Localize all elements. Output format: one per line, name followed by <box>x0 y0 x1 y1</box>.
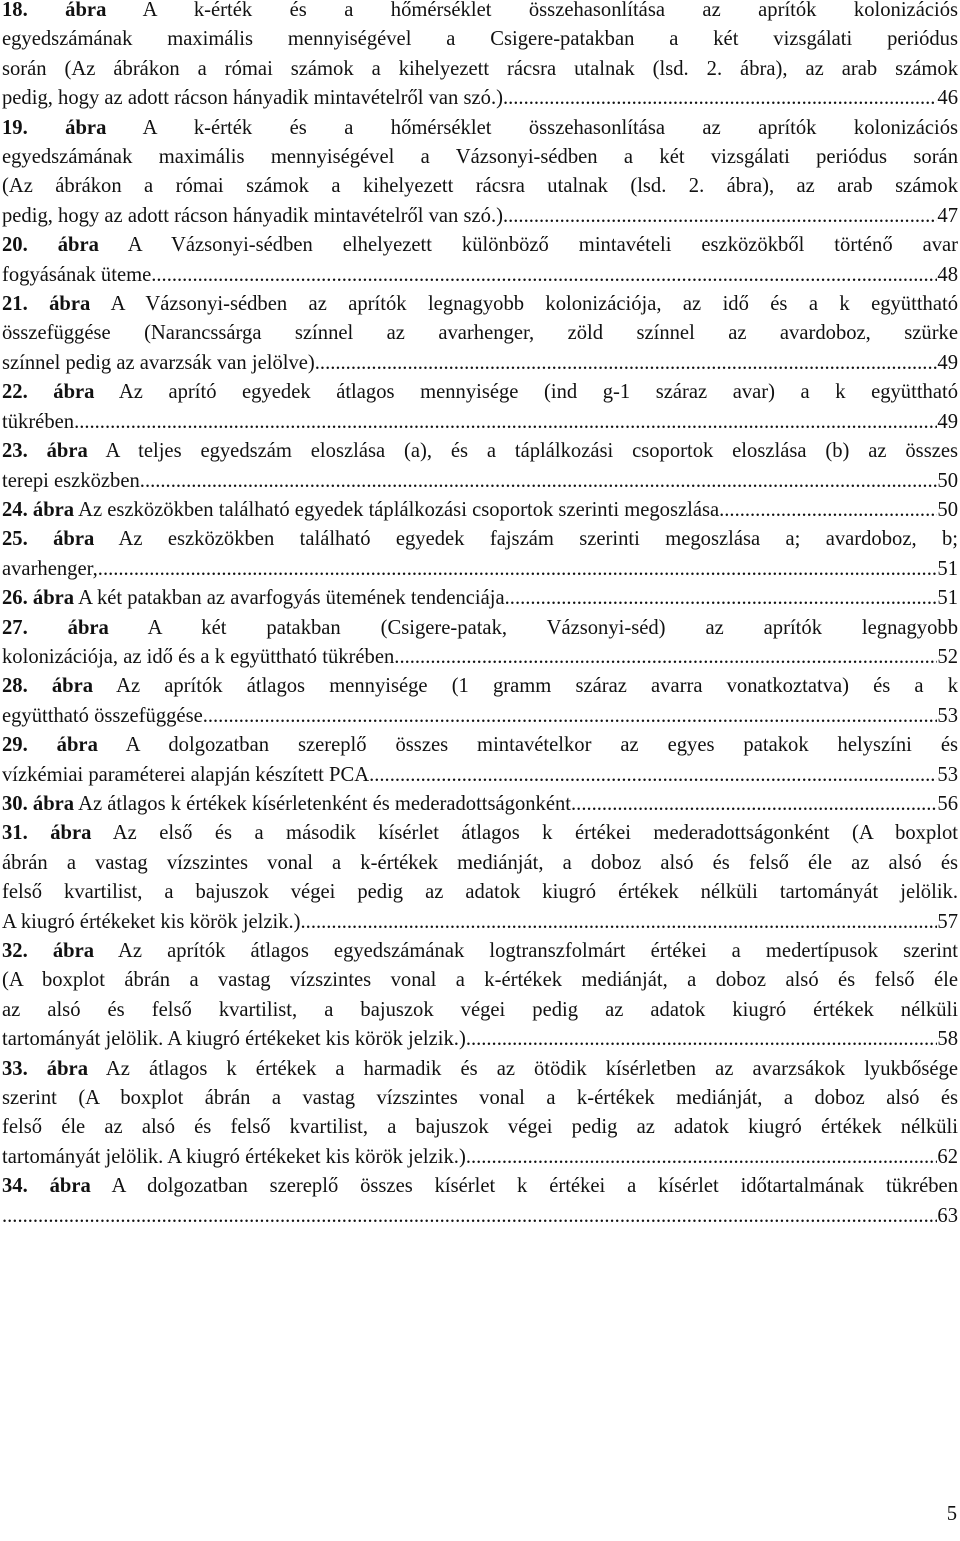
entry-text-part: A Vázsonyi-sédben az aprítók legnagyobb kolonizációja, az idő és a k együttható <box>90 293 958 316</box>
toc-line <box>2 819 958 848</box>
page-ref[interactable]: 49 <box>937 351 958 374</box>
toc-entry[interactable] <box>2 496 958 525</box>
toc-line <box>2 1084 958 1113</box>
toc-line <box>2 731 958 760</box>
toc-line <box>2 231 958 260</box>
toc-last-line[interactable] <box>2 555 958 584</box>
toc-entry[interactable] <box>2 731 958 790</box>
toc-last-line[interactable] <box>2 1025 958 1054</box>
toc-line <box>2 525 958 554</box>
dot-leader <box>719 496 937 525</box>
toc-line <box>2 614 958 643</box>
page-ref[interactable]: 53 <box>937 704 958 727</box>
entry-text-part: A két patakban (Csigere-patak, Vázsonyi-séd) az aprítók legnagyobb <box>108 616 958 639</box>
entry-text-part: együttható összefüggése <box>2 704 203 727</box>
entry-text-part: Az eszközökben található egyedek táplálkozási csoportok szerinti megoszlása <box>74 498 720 521</box>
toc-line <box>2 937 958 966</box>
toc-last-line[interactable] <box>2 261 958 290</box>
page-ref[interactable]: 51 <box>937 557 958 580</box>
dot-leader <box>369 761 937 790</box>
dot-leader <box>505 584 938 613</box>
entry-text-part: tartományát jelölik. A kiugró értékeket kis körök jelzik.) <box>2 1028 466 1051</box>
toc-last-line[interactable] <box>2 702 958 731</box>
dot-leader <box>466 1143 938 1172</box>
entry-text-part: A dolgozatban szereplő összes mintavételkor az egyes patakok helyszíni és <box>97 734 958 757</box>
figure-number: 25. ábra <box>2 528 95 551</box>
toc-line <box>2 437 958 466</box>
figure-number: 30. ábra <box>2 792 75 815</box>
entry-text-part: Az aprítók átlagos egyedszámának logtranszfolmárt értékei a medertípusok szerint <box>94 940 959 962</box>
dot-leader <box>140 467 938 496</box>
toc-entry[interactable] <box>2 819 958 937</box>
entry-text-part: (A boxplot ábrán a vastag vízszintes vonal a k-értékek mediánját, a doboz alsó és felső éle <box>2 969 958 992</box>
dot-leader <box>571 790 937 819</box>
dot-leader <box>203 702 938 731</box>
entry-text-part: egyedszámának maximális mennyiségével a Vázsonyi-sédben a két vizsgálati periódus során <box>2 146 958 169</box>
toc-entry[interactable] <box>2 437 958 496</box>
page-ref[interactable]: 47 <box>937 204 958 227</box>
entry-text-part: pedig, hogy az adott rácson hányadik mintavételről van szó.) <box>2 204 503 227</box>
entry-text <box>2 702 203 731</box>
entry-text <box>2 555 98 584</box>
entry-text-part: tartományát jelölik. A kiugró értékeket kis körök jelzik.) <box>2 1145 466 1168</box>
toc-entry[interactable] <box>2 790 958 819</box>
toc-line <box>2 1055 958 1084</box>
entry-text-part: A Vázsonyi-sédben elhelyezett különböző mintavételi eszközökből történő avar <box>98 234 959 257</box>
toc-line <box>2 996 958 1025</box>
entry-text-part: szerint (A boxplot ábrán a vastag vízszintes vonal a k-értékek mediánját, a doboz alsó és <box>2 1087 958 1110</box>
toc-line <box>2 143 958 172</box>
toc-last-line[interactable] <box>2 408 958 437</box>
entry-text <box>2 643 394 672</box>
table-of-figures <box>2 0 958 1231</box>
entry-text-part: Az átlagos k értékek kísérletenként és mederadottságonként <box>74 792 572 815</box>
entry-text <box>2 584 505 613</box>
toc-line <box>2 878 958 907</box>
toc-entry[interactable] <box>2 584 958 613</box>
toc-last-line[interactable] <box>2 908 958 937</box>
dot-leader <box>98 555 938 584</box>
toc-last-line[interactable] <box>2 584 958 613</box>
toc-line <box>2 25 958 54</box>
entry-text-part: terepi eszközben <box>2 469 140 492</box>
entry-text <box>2 761 369 790</box>
figure-number: 18. ábra <box>2 0 107 21</box>
entry-text-part: A két patakban az avarfogyás ütemének tendenciája <box>74 587 505 610</box>
entry-text-part: Az aprító egyedek átlagos mennyisége (ind g-1 száraz avar) a k együttható <box>94 381 959 404</box>
toc-entry[interactable] <box>2 614 958 673</box>
entry-text-part: A k-érték és a hőmérséklet összehasonlítása az aprítók kolonizációs <box>106 116 959 139</box>
entry-text-part: Az átlagos k értékek a harmadik és az ötödik kísérletben az avarzsákok lyukbősége <box>88 1057 958 1080</box>
toc-last-line[interactable] <box>2 84 958 113</box>
toc-last-line[interactable] <box>2 761 958 790</box>
toc-entry[interactable] <box>2 114 958 232</box>
entry-text-part: A dolgozatban szereplő összes kísérlet k értékei a kísérlet időtartalmának tükrében <box>90 1175 958 1198</box>
toc-line <box>2 966 958 995</box>
dot-leader <box>2 1202 937 1231</box>
entry-text <box>2 908 301 937</box>
toc-line <box>2 172 958 201</box>
dot-leader <box>301 908 938 937</box>
page-ref[interactable]: 46 <box>937 87 958 110</box>
entry-text <box>2 1143 466 1172</box>
dot-leader <box>394 643 937 672</box>
entry-text <box>2 496 719 525</box>
entry-text <box>2 790 571 819</box>
entry-text-part: A kiugró értékeket kis körök jelzik.) <box>2 910 301 933</box>
entry-text-part: vízkémiai paraméterei alapján készített PCA <box>2 763 370 786</box>
toc-last-line[interactable] <box>2 1143 958 1172</box>
figure-number: 33. ábra <box>2 1057 88 1080</box>
figure-number: 34. ábra <box>2 1175 91 1198</box>
entry-text <box>2 408 74 437</box>
toc-last-line[interactable] <box>2 1202 958 1231</box>
toc-entry[interactable] <box>2 378 958 437</box>
figure-number: 27. ábra <box>2 616 109 639</box>
entry-text-part: kolonizációja, az idő és a k együttható tükrében <box>2 645 395 668</box>
page-ref[interactable]: 50 <box>937 498 958 521</box>
entry-text-part: A k-érték és a hőmérséklet összehasonlítása az aprítók kolonizációs <box>106 0 959 21</box>
dot-leader <box>503 202 937 231</box>
dot-leader <box>466 1025 938 1054</box>
toc-last-line[interactable] <box>2 790 958 819</box>
page-number: 5 <box>946 1503 957 1525</box>
page-ref[interactable]: 58 <box>937 1028 958 1051</box>
toc-last-line[interactable] <box>2 643 958 672</box>
dot-leader <box>503 84 937 113</box>
toc-line <box>2 1172 958 1201</box>
entry-text-part: színnel pedig az avarzsák van jelölve) <box>2 351 315 374</box>
toc-entry[interactable] <box>2 1172 958 1231</box>
toc-last-line[interactable] <box>2 496 958 525</box>
toc-line <box>2 55 958 84</box>
figure-number: 26. ábra <box>2 587 75 610</box>
figure-number: 21. ábra <box>2 293 91 316</box>
entry-text-part: az alsó és felső kvartilist, a bajuszok végei pedig az adatok kiugró értékek nélküli <box>2 998 958 1021</box>
page-ref[interactable]: 48 <box>937 263 958 286</box>
toc-entry[interactable] <box>2 290 958 378</box>
toc-last-line[interactable] <box>2 202 958 231</box>
figure-number: 22. ábra <box>2 381 95 404</box>
toc-last-line[interactable] <box>2 349 958 378</box>
entry-text-part: során (Az ábrákon a római számok a kihelyezett rácsra utalnak (lsd. 2. ábra), az arab számok <box>2 57 958 80</box>
toc-line <box>2 672 958 701</box>
toc-last-line[interactable] <box>2 467 958 496</box>
figure-number: 32. ábra <box>2 940 95 962</box>
figure-number: 24. ábra <box>2 498 75 521</box>
figure-number: 23. ábra <box>2 440 88 463</box>
page-ref[interactable]: 50 <box>937 469 958 492</box>
page-ref[interactable]: 51 <box>937 587 958 610</box>
page-ref[interactable]: 49 <box>937 410 958 433</box>
dot-leader <box>315 349 938 378</box>
dot-leader <box>74 408 937 437</box>
toc-entry[interactable] <box>2 937 958 1055</box>
entry-text <box>2 1025 466 1054</box>
page-ref[interactable]: 63 <box>937 1204 958 1227</box>
entry-text-part: ábrán a vastag vízszintes vonal a k-értékek mediánját, a doboz alsó és felső éle az alsó és <box>2 851 958 874</box>
entry-text-part: tükrében <box>2 410 75 433</box>
entry-text-part: pedig, hogy az adott rácson hányadik mintavételről van szó.) <box>2 87 503 110</box>
dot-leader <box>151 261 937 290</box>
figure-number: 31. ábra <box>2 822 92 845</box>
toc-entry[interactable] <box>2 231 958 290</box>
entry-text <box>2 84 503 113</box>
figure-number: 19. ábra <box>2 116 107 139</box>
entry-text-part: Az eszközökben található egyedek fajszám szerinti megoszlása a; avardoboz, b; <box>94 528 958 551</box>
figure-number: 29. ábra <box>2 734 98 757</box>
toc-entry[interactable] <box>2 1055 958 1173</box>
toc-line <box>2 319 958 348</box>
page-ref[interactable]: 53 <box>937 763 958 786</box>
toc-line <box>2 114 958 143</box>
entry-text <box>2 349 315 378</box>
entry-text-part: felső kvartilist, a bajuszok végei pedig az adatok kiugró értékek nélküli tartományát jelölik. <box>2 881 958 904</box>
figure-number: 20. ábra <box>2 234 99 257</box>
toc-entry[interactable] <box>2 525 958 584</box>
entry-text-part: Az első és a második kísérlet átlagos k értékei mederadottságonként (A boxplot <box>91 822 958 845</box>
entry-text <box>2 202 503 231</box>
entry-text-part: fogyásának üteme <box>2 263 152 286</box>
toc-line <box>2 378 958 407</box>
entry-text-part: felső éle az alsó és felső kvartilist, a bajuszok végei pedig az adatok kiugró értékek nélküli <box>2 1116 958 1139</box>
toc-line <box>2 849 958 878</box>
entry-text-part: A teljes egyedszám eloszlása (a), és a táplálkozási csoportok eloszlása (b) az összes <box>87 440 959 463</box>
page-ref[interactable]: 57 <box>937 910 958 933</box>
figure-number: 28. ábra <box>2 675 94 698</box>
toc-line <box>2 0 958 25</box>
entry-text-part: összefüggése (Narancssárga színnel az avarhenger, zöld színnel az avardoboz, szürke <box>2 322 958 345</box>
page-ref[interactable]: 62 <box>937 1145 958 1168</box>
entry-text-part: Az aprítók átlagos mennyisége (1 gramm száraz avarra vonatkoztatva) és a k <box>93 675 959 698</box>
page-ref[interactable]: 56 <box>937 792 958 815</box>
entry-text-part: avarhenger, <box>2 557 98 580</box>
toc-entry[interactable] <box>2 672 958 731</box>
entry-text <box>2 467 140 496</box>
toc-line <box>2 290 958 319</box>
entry-text-part: (Az ábrákon a római számok a kihelyezett rácsra utalnak (lsd. 2. ábra), az arab számok <box>2 175 958 198</box>
toc-entry[interactable] <box>2 0 958 114</box>
entry-text <box>2 261 151 290</box>
entry-text-part: egyedszámának maximális mennyiségével a Csigere-patakban a két vizsgálati periódus <box>2 28 958 51</box>
toc-line <box>2 1113 958 1142</box>
page-ref[interactable]: 52 <box>937 645 958 668</box>
